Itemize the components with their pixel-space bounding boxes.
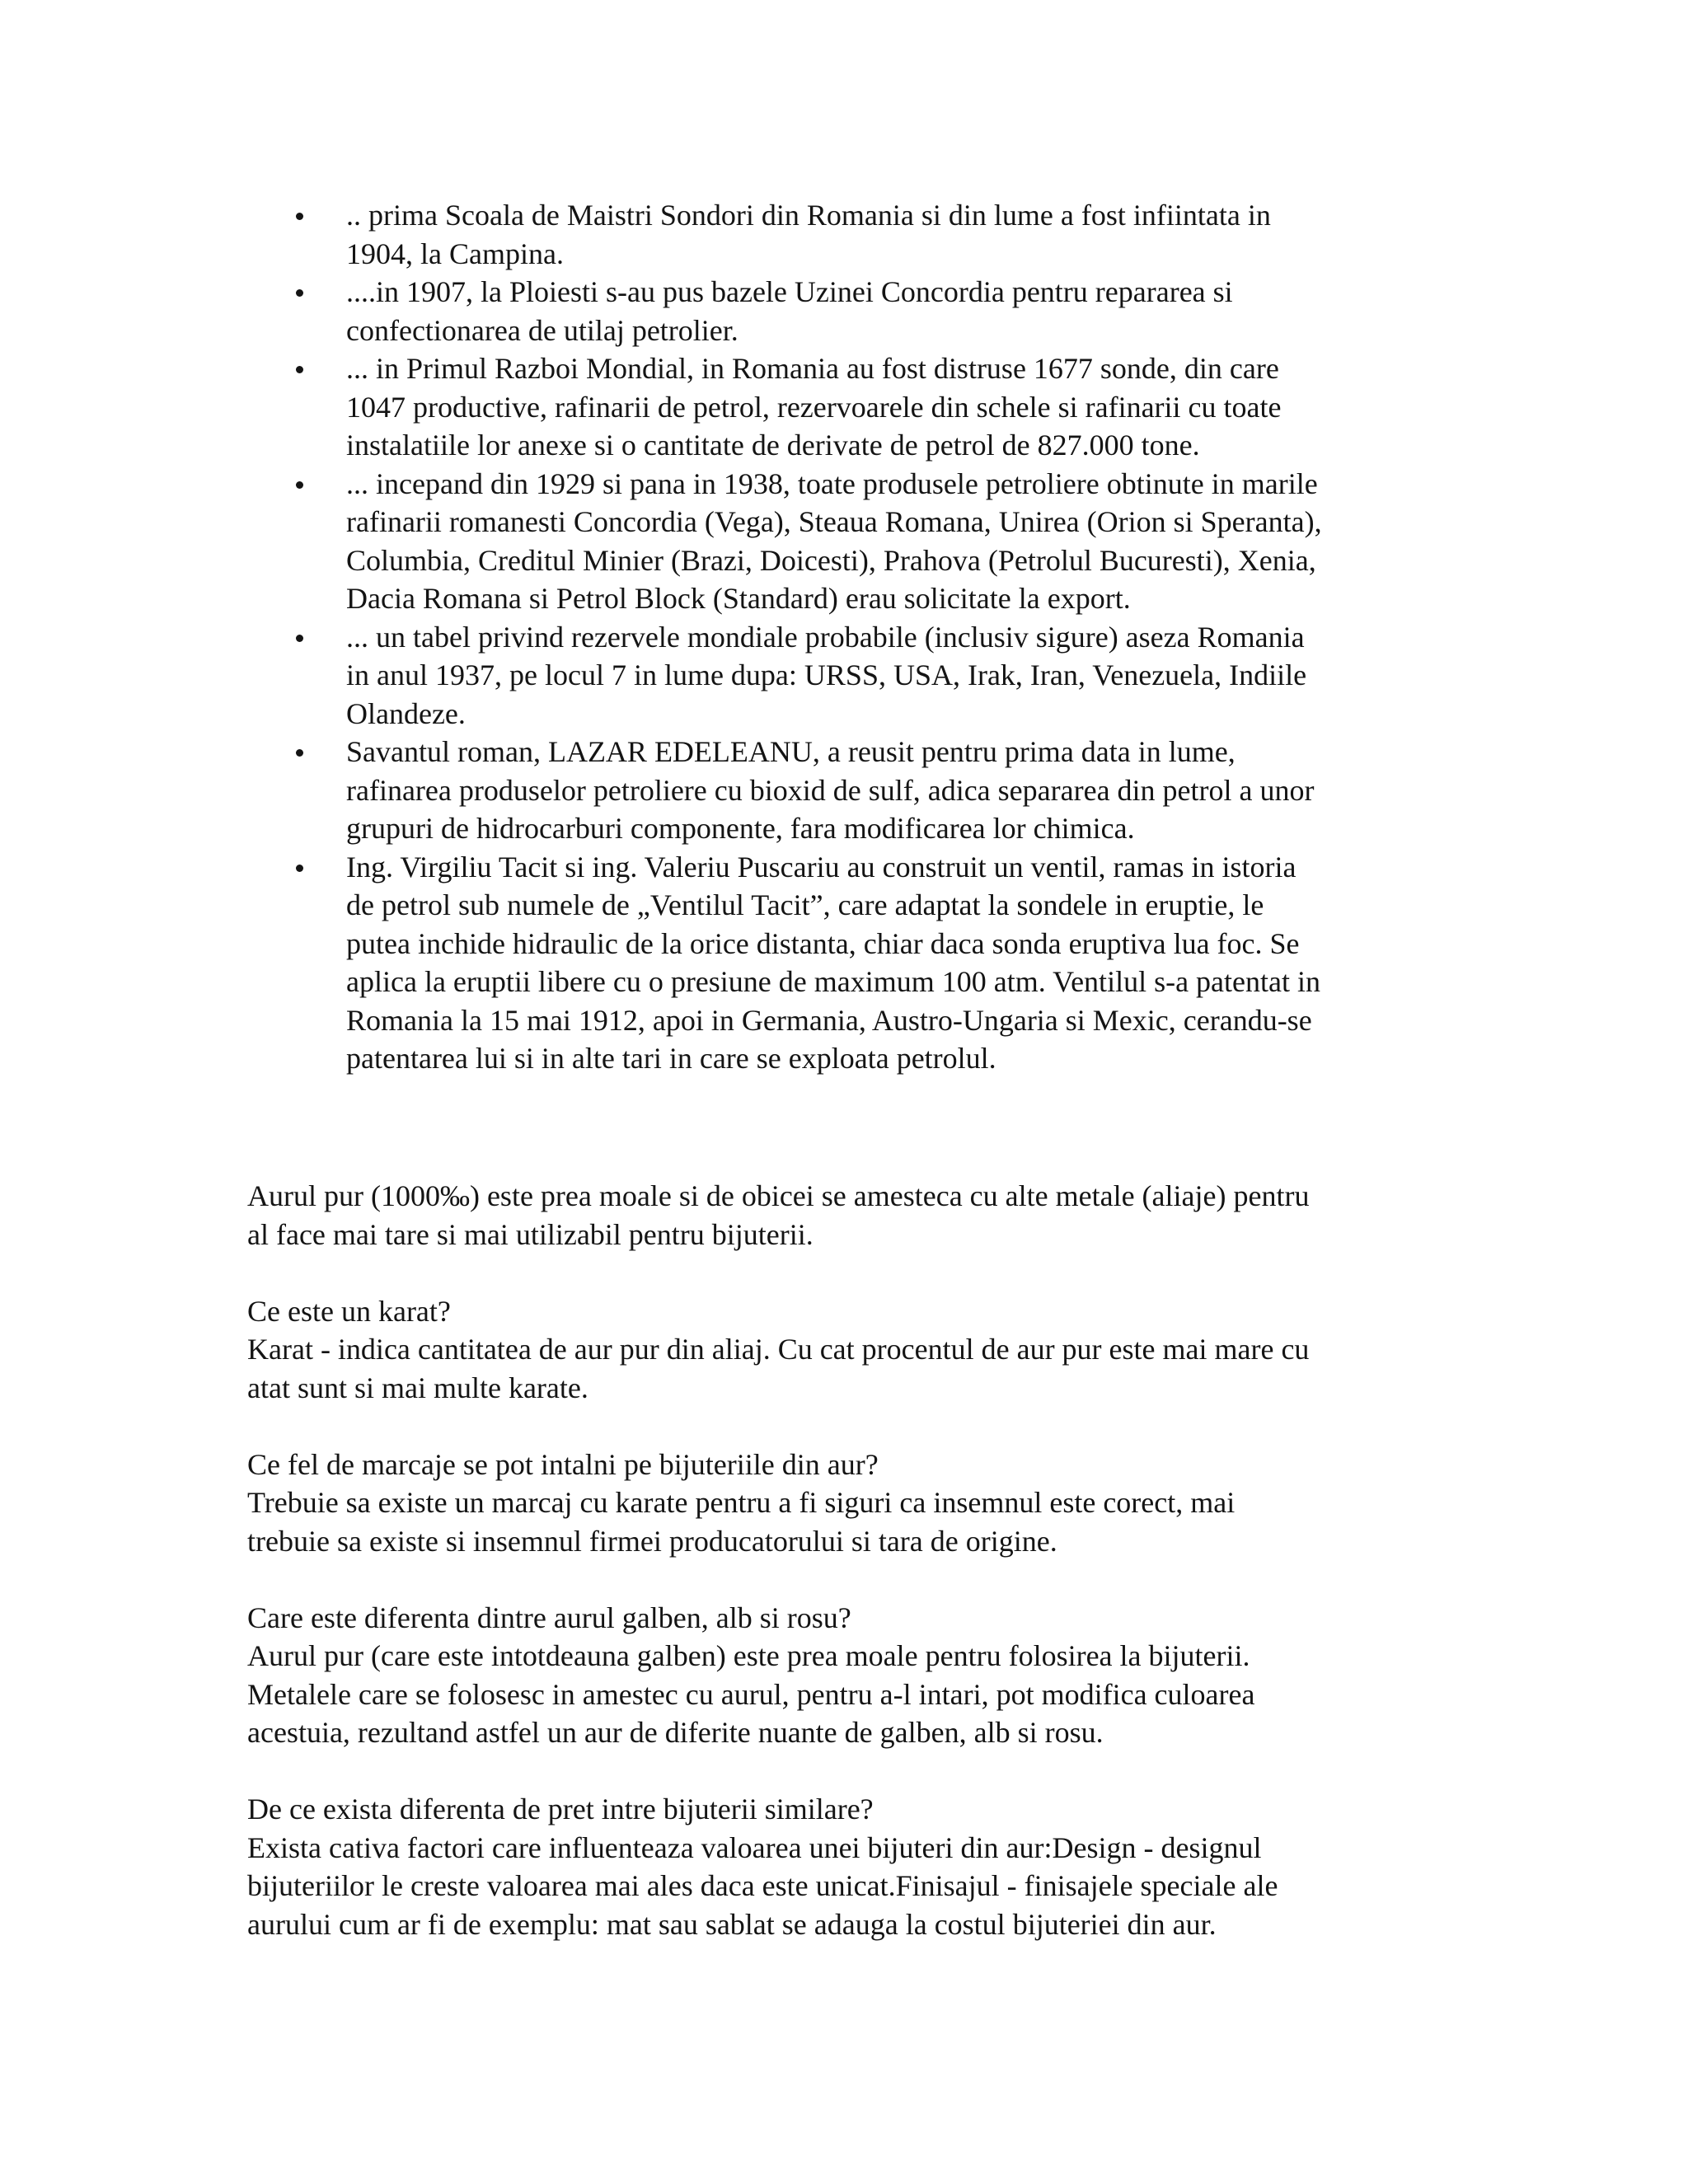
faq-answer: Exista cativa factori care influenteaza valoarea unei bijuteri din aur:Design - designul bijuteriilor le creste valoarea mai ales daca este unicat.Finisajul - finisajele speciale ale aurului cum ar fi de exemplu: mat sau sablat se adauga la costul bijuteriei din aur. (247, 1830, 1278, 1941)
faq-answer: Karat - indica cantitatea de aur pur din aliaj. Cu cat procentul de aur pur este mai mare cu atat sunt si mai multe karate. (247, 1333, 1310, 1404)
bullet-dot-icon (296, 213, 303, 220)
bullet-item (247, 618, 1451, 733)
faq-item (247, 1292, 1451, 1408)
faq-answer: Aurul pur (care este intotdeauna galben) este prea moale pentru folosirea la bijuterii. Metalele care se folosesc in amestec cu aurul, pentru a-l intari, pot modifica culoarea acestuia, rezultand astfel un aur de diferite nuante de galben, alb si rosu. (247, 1639, 1255, 1749)
faq-question: Ce fel de marcaje se pot intalni pe bijuteriile din aur? (247, 1447, 879, 1481)
bullet-dot-icon (296, 749, 303, 757)
bullet-text: Ing. Virgiliu Tacit si ing. Valeriu Puscariu au construit un ventil, ramas in istoria de petrol sub numele de „Ventilul Tacit”, care adaptat la sondele in eruptie, le putea inchide hidraulic de la orice distanta, chiar daca sonda eruptiva lua foc. Se aplica la eruptii libere cu o presiune de maximum 100 atm. Ventilul s-a patentat in Romania la 15 mai 1912, apoi in Germania, Austro-Ungaria si Mexic, cerandu-se patentarea lui si in alte tari in care se exploata petrolul. (346, 850, 1320, 1075)
bullet-text: ... un tabel privind rezervele mondiale probabile (inclusiv sigure) aseza Romania in anul 1937, pe locul 7 in lume dupa: URSS, USA, Irak, Iran, Venezuela, Indiile Olandeze. (346, 620, 1307, 730)
intro-paragraph: Aurul pur (1000‰) este prea moale si de obicei se amesteca cu alte metale (aliaje) pentru al face mai tare si mai utilizabil pentru bijuterii. (247, 1179, 1310, 1251)
bullet-dot-icon (296, 635, 303, 642)
bullet-text: Savantul roman, LAZAR EDELEANU, a reusit pentru prima data in lume, rafinarea produselor petroliere cu bioxid de sulf, adica separarea din petrol a unor grupuri de hidrocarburi componente, fara modificarea lor chimica. (346, 735, 1315, 845)
bullet-text: ... in Primul Razboi Mondial, in Romania au fost distruse 1677 sonde, din care 1047 productive, rafinarii de petrol, rezervoarele din schele si rafinarii cu toate instalatiile lor anexe si o cantitate de derivate de petrol de 827.000 tone. (346, 352, 1282, 462)
faq-item (247, 1599, 1451, 1752)
bullet-dot-icon (296, 481, 303, 489)
faq-question: Care este diferenta dintre aurul galben, alb si rosu? (247, 1601, 851, 1634)
faq-question: Ce este un karat? (247, 1294, 451, 1328)
faq-question: De ce exista diferenta de pret intre bijuterii similare? (247, 1793, 874, 1825)
bullet-item (247, 848, 1451, 1078)
faq-item (247, 1446, 1451, 1561)
bullet-dot-icon (296, 865, 303, 872)
bullet-item (247, 733, 1451, 848)
bullet-item (247, 465, 1451, 618)
faq-answer: Trebuie sa existe un marcaj cu karate pentru a fi siguri ca insemnul este corect, mai trebuie sa existe si insemnul firmei producatorului si tara de origine. (247, 1486, 1236, 1558)
faq-item (247, 1790, 1451, 1943)
gold-faq-section (247, 1177, 1451, 1982)
bullet-text: ... incepand din 1929 si pana in 1938, toate produsele petroliere obtinute in marile rafinarii romanesti Concordia (Vega), Steaua Romana, Unirea (Orion si Speranta), Columbia, Creditul Minier (Brazi, Doicesti), Prahova (Petrolul Bucuresti), Xenia, Dacia Romana si Petrol Block (Standard) erau solicitate la export. (346, 466, 1322, 615)
bullet-dot-icon (296, 289, 303, 297)
facts-bullet-list (247, 196, 1451, 1078)
bullet-item (247, 349, 1451, 465)
bullet-item (247, 196, 1451, 273)
bullet-dot-icon (296, 366, 303, 373)
bullet-text: ....in 1907, la Ploiesti s-au pus bazele Uzinei Concordia pentru repararea si confectionarea de utilaj petrolier. (346, 275, 1233, 347)
bullet-text: .. prima Scoala de Maistri Sondori din Romania si din lume a fost infiintata in 1904, la Campina. (346, 199, 1271, 270)
bullet-item (247, 273, 1451, 349)
